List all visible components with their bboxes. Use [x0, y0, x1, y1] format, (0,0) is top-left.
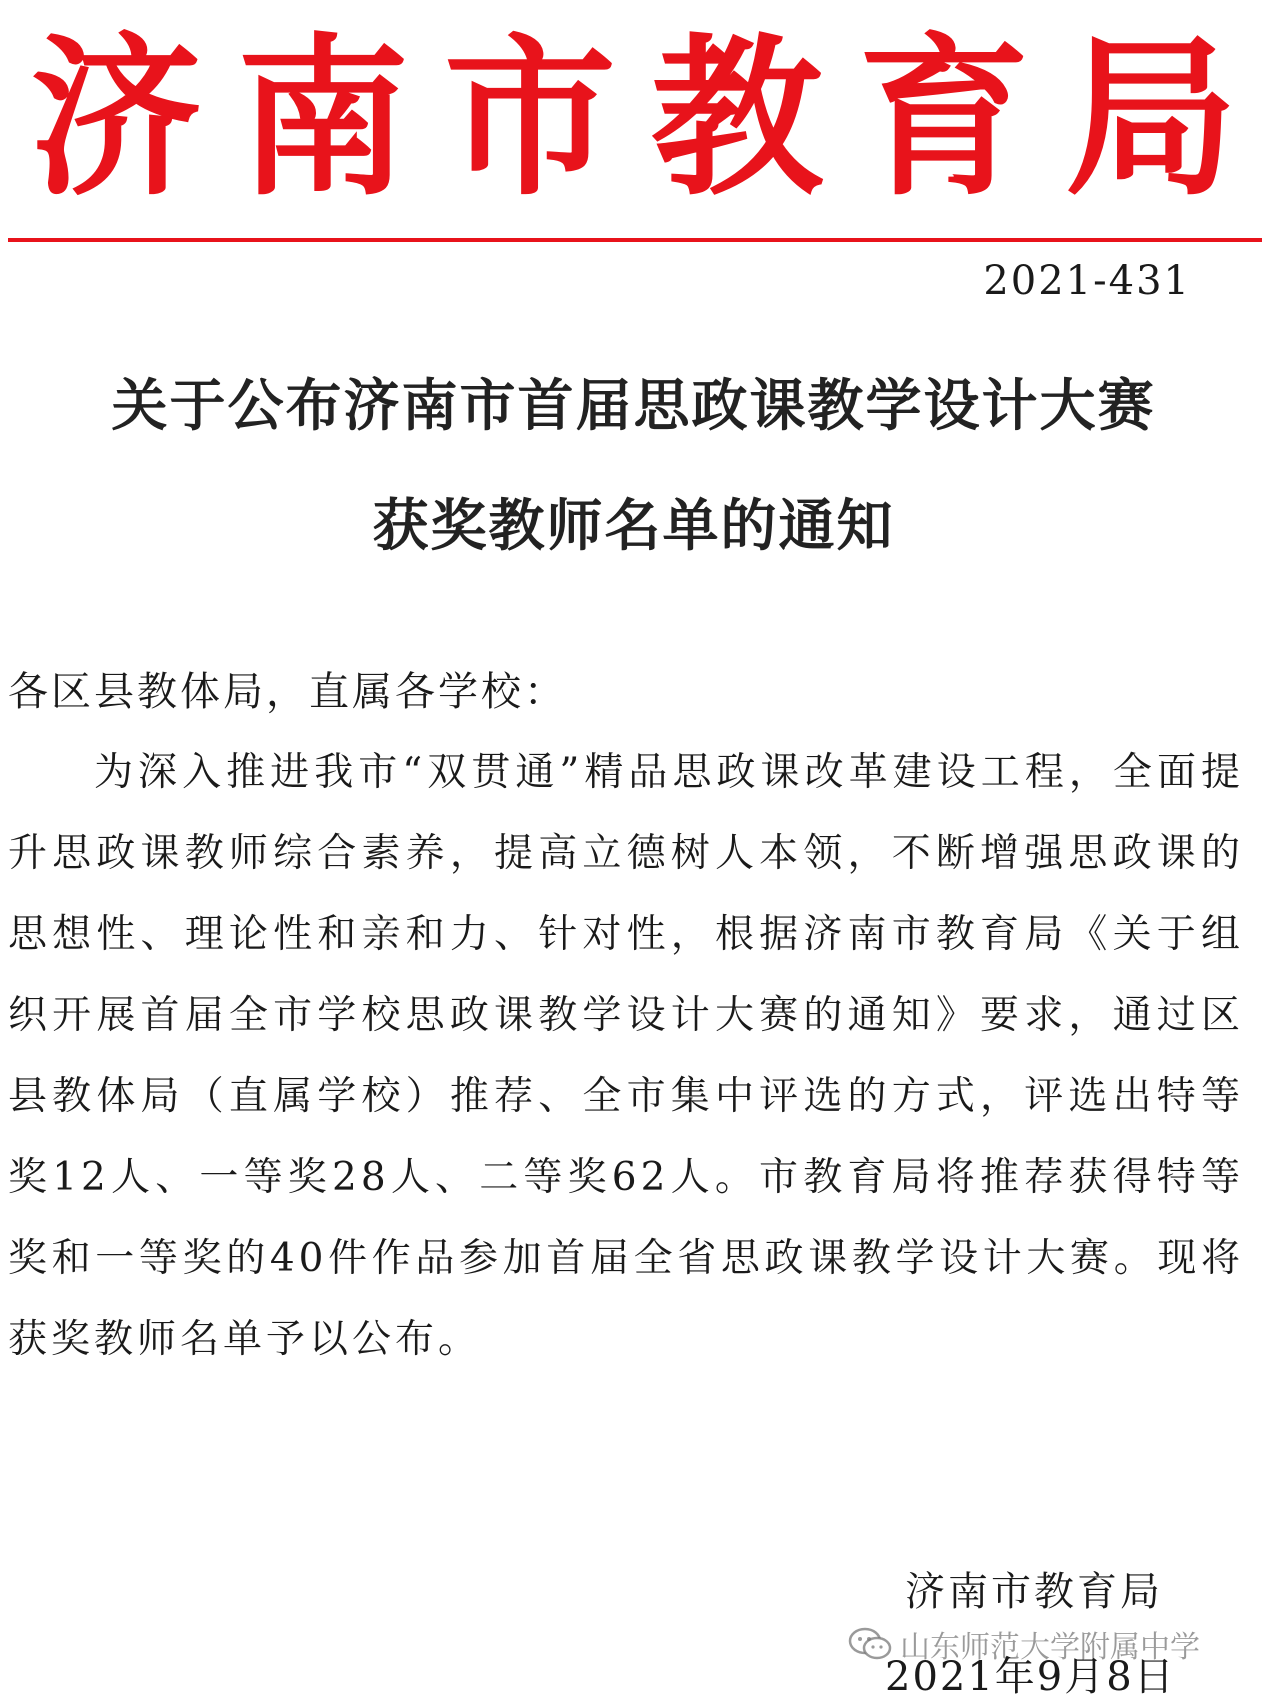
body-paragraph: 为深入推进我市“双贯通”精品思政课改革建设工程，全面提升思政课教师综合素养，提高立德树人本领，不断增强思政课的思想性、理论性和亲和力、针对性，根据济南市教育局《关于组织开展首届全市学校思政课教学设计大赛的通知》要求，通过区县教体局（直属学校）推荐、全市集中评选的方式，评选出特等奖12人、一等奖28人、二等奖62人。市教育局将推荐获得特等奖和一等奖的40件作品参加首届全省思政课教学设计大赛。现将获奖教师名单予以公布。	[8, 750, 1244, 1362]
red-divider-line	[8, 238, 1262, 242]
masthead-char: 育	[858, 16, 1030, 219]
document-title-line-1: 关于公布济南市首届思政课教学设计大赛	[111, 373, 1156, 439]
masthead-char: 教	[651, 16, 823, 219]
issuer-name: 济南市教育局	[905, 1569, 1163, 1615]
masthead-char: 济	[30, 16, 202, 219]
masthead-char: 南	[237, 16, 409, 219]
masthead-char: 市	[444, 16, 616, 219]
document-title-line-2: 获奖教师名单的通知	[372, 493, 895, 559]
document-number: 2021-431	[983, 258, 1191, 304]
watermark-text: 山东师范大学附属中学	[900, 1630, 1200, 1665]
issue-date: 2021年9月8日	[885, 1654, 1176, 1700]
masthead-char: 局	[1065, 16, 1237, 219]
salutation: 各区县教体局，直属各学校：	[8, 669, 567, 715]
masthead	[0, 8, 1267, 228]
